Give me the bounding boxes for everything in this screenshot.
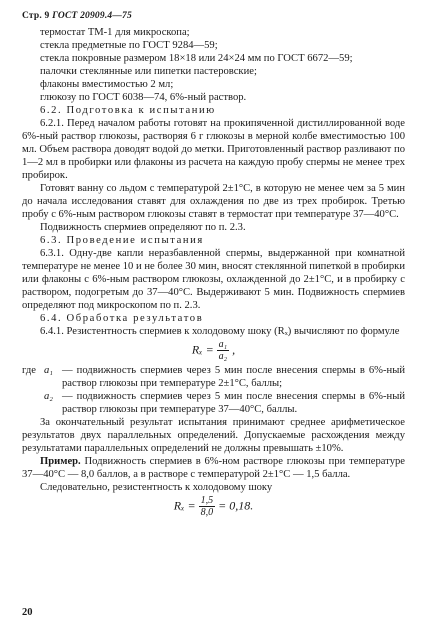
paragraph-6-3-1: 6.3.1. Одну-две капли неразбавленной спермы, выдержанной при комнатной температуре не менее 10 и не более 30 мин, вносят стеклянной пипеткой в пробирки или флаконы с 6%-ным раствором глюкозы, охлажденной до 2±1°С, и в пробирку с раствором, подогретым до 37—40°С. Выдерживают 5 мин. Подвижность спермиев определяют под микроскопом по п. 2.3. bbox=[22, 248, 405, 311]
formula-fraction bbox=[217, 339, 229, 362]
section-6-2-title: 6.2. Подготовка к испытанию bbox=[40, 105, 216, 116]
where-block bbox=[22, 364, 405, 416]
equipment-item: палочки стеклянные или пипетки пастеровские; bbox=[40, 66, 257, 77]
header-page: Стр. 9 bbox=[22, 11, 50, 21]
formula-example bbox=[22, 495, 405, 518]
equipment-item: стекла покровные размером 18×18 или 24×24 мм по ГОСТ 6672—59; bbox=[40, 53, 353, 64]
formula-lhs: Rₓ = bbox=[191, 342, 214, 357]
section-6-4-title: 6.4. Обработка результатов bbox=[40, 313, 204, 324]
example-label: Пример. bbox=[40, 456, 81, 467]
header-standard: ГОСТ 20909.4—75 bbox=[52, 11, 132, 21]
paragraph-example bbox=[22, 455, 405, 481]
formula-numerator: a₁ bbox=[218, 339, 228, 350]
page-number: 20 bbox=[22, 607, 33, 618]
equipment-item: флаконы вместимостью 2 мл; bbox=[40, 79, 174, 90]
equipment-item: термостат ТМ-1 для микроскопа; bbox=[40, 27, 190, 38]
section-6-3-title: 6.3. Проведение испытания bbox=[40, 235, 204, 246]
paragraph-6-2-1: 6.2.1. Перед началом работы готовят на прокипяченной дистиллированной воде 6%-ный раствор глюкозы, растворяя 6 г глюкозы в мерной колбе вместимостью 100 мл. Объем раствора доводят водой до метки. Приготовленный раствор разливают по 1—2 мл в пробирки или флаконы из расчета на каждую пробу спермы не менее трех пробирок. bbox=[22, 118, 405, 181]
where-definition: — подвижность спермиев через 5 мин после внесения спермы в 6%-ный раствор глюкозы при температуре 37—40°С, баллы. bbox=[62, 391, 405, 415]
paragraph-ice-bath: Готовят ванну со льдом с температурой 2±1°С, в которую не менее чем за 5 мин до начала исследования ставят для охлаждения по две из трех пробирок. Третью пробу с 6%-ным раствором глюкозы ставят в термостат при температуре 37—40°С. bbox=[22, 183, 405, 220]
equipment-list bbox=[22, 26, 405, 104]
formula-denominator: 8,0 bbox=[200, 507, 214, 518]
paragraph-consequently: Следовательно, резистентность к холодовому шоку bbox=[40, 482, 273, 493]
formula-resistance bbox=[22, 339, 405, 362]
equipment-item: глюкозу по ГОСТ 6038—74, 6%-ный раствор. bbox=[40, 92, 247, 103]
paragraph-final-result: За окончательный результат испытания принимают среднее арифметическое результатов двух параллельных определений. Допускаемые расхождения между результатами параллельных определений не должны превышать ±10%. bbox=[22, 417, 405, 454]
where-symbol: a₂ bbox=[44, 391, 53, 402]
where-definition: — подвижность спермиев через 5 мин после внесения спермы в 6%-ный раствор глюкозы при температуре 2±1°С, баллы; bbox=[62, 365, 405, 389]
formula-tail: , bbox=[232, 342, 236, 357]
page-header bbox=[22, 10, 132, 23]
formula-tail: = 0,18. bbox=[218, 498, 254, 513]
formula-numerator: 1,5 bbox=[200, 495, 214, 506]
where-symbol: a₁ bbox=[44, 365, 53, 376]
formula-denominator: a₂ bbox=[218, 351, 228, 362]
formula-lhs: Rₓ = bbox=[173, 498, 196, 513]
formula-fraction bbox=[199, 495, 216, 518]
where-label: где bbox=[22, 365, 36, 376]
paragraph-6-4-1: 6.4.1. Резистентность спермиев к холодовому шоку (Rₓ) вычисляют по формуле bbox=[40, 326, 400, 337]
example-text: Подвижность спермиев в 6%-ном растворе глюкозы при температуре 37—40°С — 8,0 баллов, а в растворе с температурой 2±1°С — 1,5 балла. bbox=[22, 456, 406, 480]
equipment-item: стекла предметные по ГОСТ 9284—59; bbox=[40, 40, 218, 51]
paragraph-motility-ref: Подвижность спермиев определяют по п. 2.3. bbox=[40, 222, 246, 233]
